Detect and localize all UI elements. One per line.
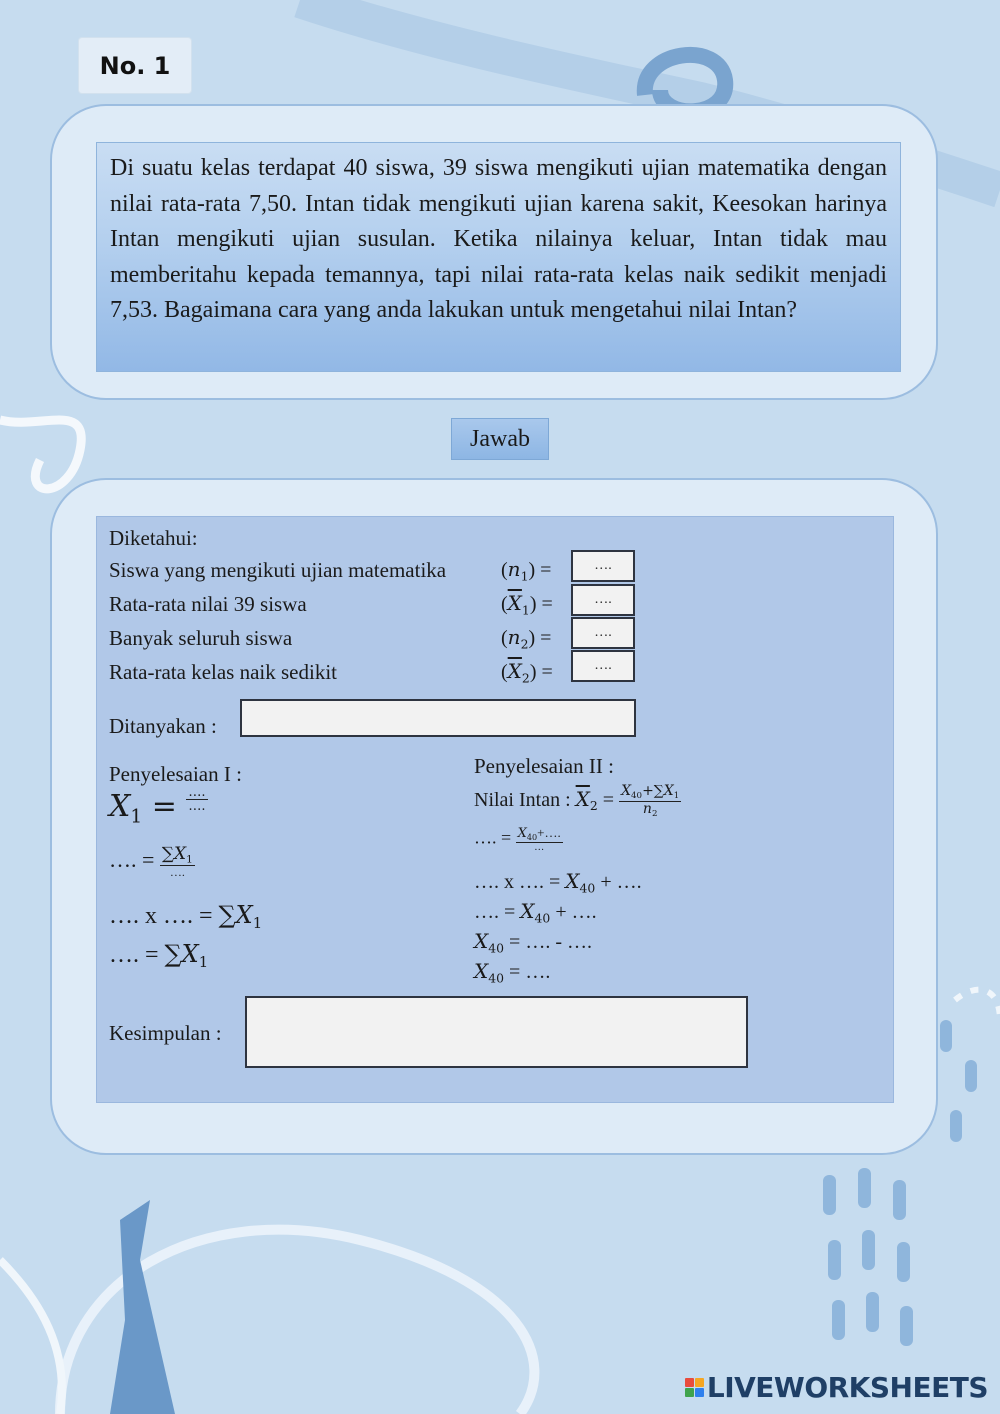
diketahui-input[interactable]: …. [571,550,635,582]
diketahui-label: Siswa yang mengikuti ujian matematika [109,558,447,582]
diketahui-heading: Diketahui: [109,526,198,550]
logo-square-1 [685,1378,694,1387]
kesimpulan-label: Kesimpulan : [109,1021,222,1045]
ditanyakan-input[interactable] [240,699,636,737]
p2-line4: $X_{40}$ = …. - …. [474,929,592,956]
diketahui-input[interactable]: …. [571,584,635,616]
p1-line3: …. x …. = $\sum X_1$ [109,901,263,933]
penyelesaian1-heading: Penyelesaian I : [109,762,242,786]
logo-square-3 [685,1388,694,1397]
jawab-button[interactable]: Jawab [451,418,549,460]
question-text: Di suatu kelas terdapat 40 siswa, 39 siswa mengikuti ujian matematika dengan nilai rata-rata 7,50. Intan tidak mengikuti ujian karena sakit, Keesokan harinya Intan mengikuti ujian susulan. Ketika nilainya keluar, Intan tidak mau memberitahu kepada temannya, tapi nilai rata-rata kelas naik sedikit menjadi 7,53. Bagaimana cara yang anda lakukan untuk mengetahui nilai Intan? [96,142,901,372]
penyelesaian2-heading: Penyelesaian II : [474,754,614,778]
p2-line2: …. x …. = $X_{40}$ + …. [474,869,642,896]
p2-nilai-intan: Nilai Intan : $\overline{X}_2$ = $\frac{X_{40}+\sum X_1}{n_2}$ [474,783,680,819]
diketahui-symbol: $(\overline{X}_1)$ = [501,591,553,618]
p2-line1: …. = $\frac{X_{40}+\dots.}{\dots}$ [474,825,561,853]
ditanyakan-label: Ditanyakan : [109,714,217,738]
logo-square-2 [695,1378,704,1387]
p1-line2: …. = $\frac{\sum X_1}{\dots.}$ [109,844,193,880]
p1-line4: …. = $\sum X_1$ [109,940,209,972]
p1-line1: $X_1$ = $\frac{\dots.}{\dots.}$ [109,785,206,828]
p2-line3: …. = $X_{40}$ + …. [474,899,597,926]
diketahui-label: Rata-rata nilai 39 siswa [109,592,307,616]
diketahui-symbol: $(n_2)$ = [501,625,552,652]
diketahui-input[interactable]: …. [571,650,635,682]
question-number-tab: No. 1 [78,37,192,94]
liveworksheets-brand: LIVEWORKSHEETS [706,1371,988,1404]
kesimpulan-input[interactable] [245,996,748,1068]
diketahui-label: Rata-rata kelas naik sedikit [109,660,337,684]
liveworksheets-logo [685,1371,988,1404]
diketahui-label: Banyak seluruh siswa [109,626,293,650]
diketahui-input[interactable]: …. [571,617,635,649]
logo-square-4 [695,1388,704,1397]
p2-line5: $X_{40}$ = …. [474,959,551,986]
diketahui-symbol: $(\overline{X}_2)$ = [501,659,553,686]
liveworksheets-icon [685,1378,704,1397]
diketahui-symbol: $(n_1)$ = [501,557,552,584]
